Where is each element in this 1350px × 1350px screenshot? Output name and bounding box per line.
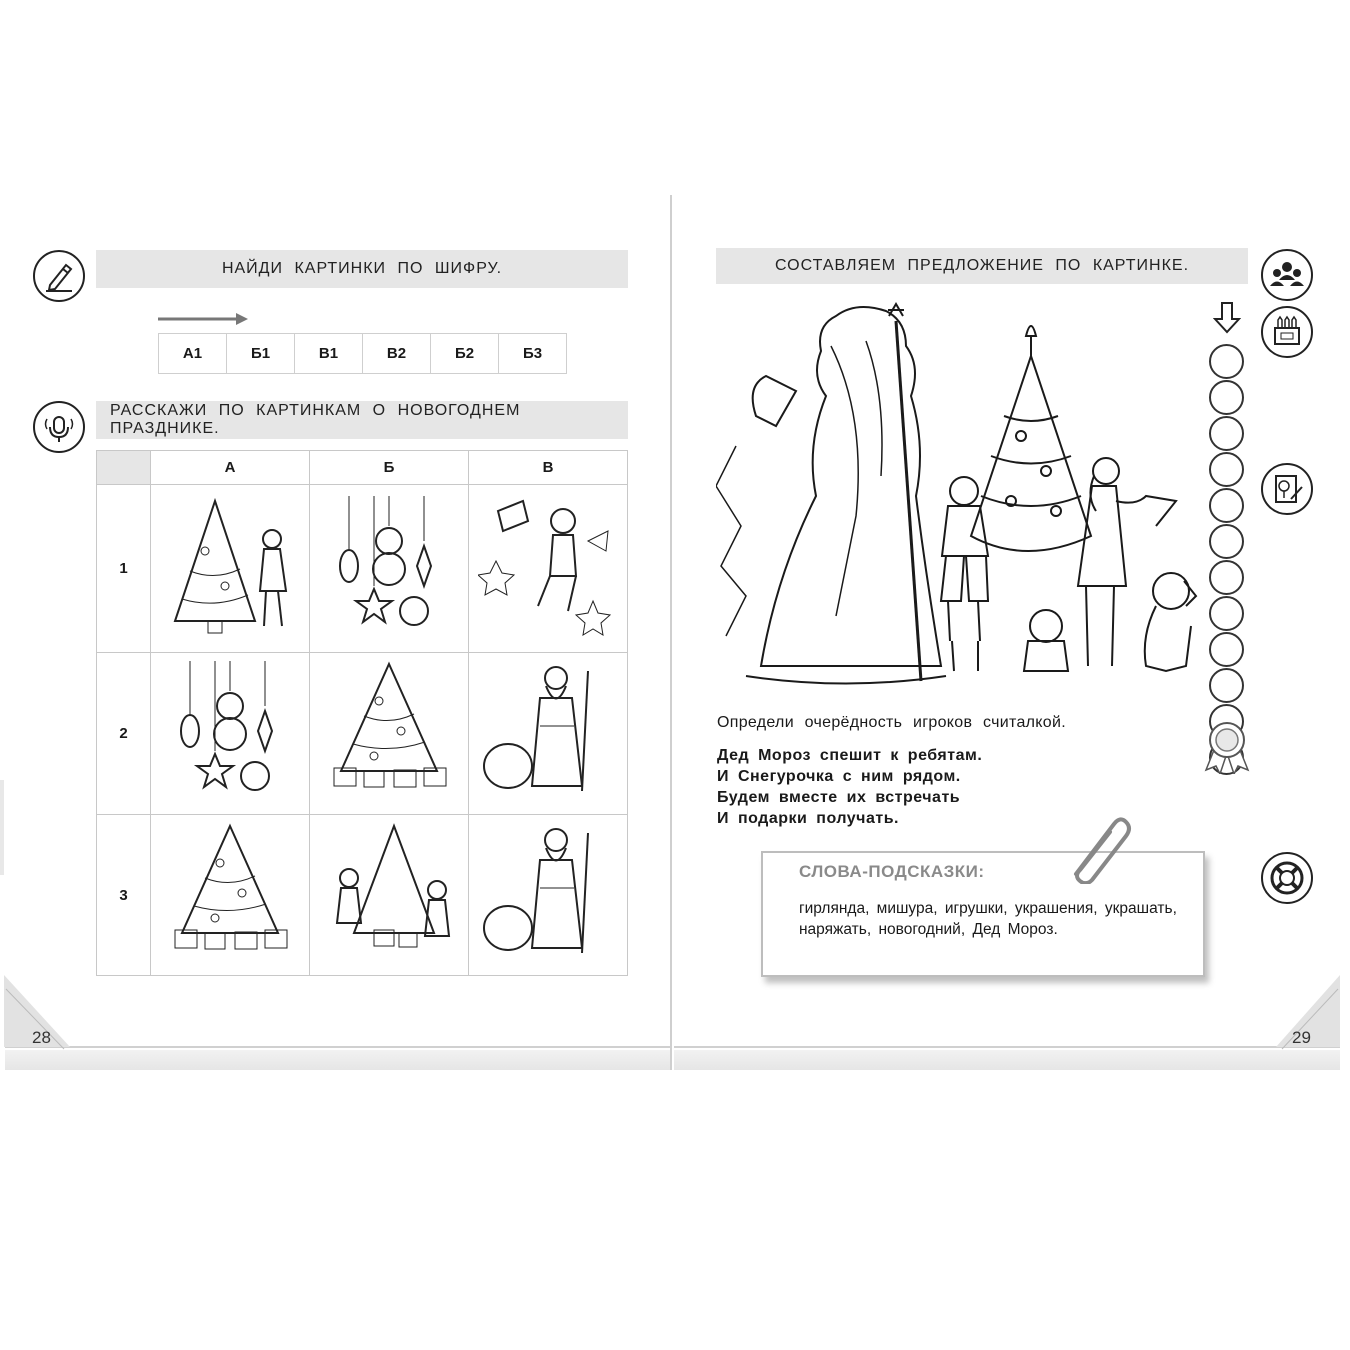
tree-with-gifts-picture (310, 653, 469, 815)
hanging-ornaments-picture (151, 653, 310, 815)
grid-corner-cell (97, 451, 151, 485)
task3-title: СОСТАВЛЯЕМ ПРЕДЛОЖЕНИЕ ПО КАРТИНКЕ. (716, 248, 1248, 284)
grid-column-header: В (469, 451, 628, 485)
track-circle (1209, 632, 1244, 667)
track-circle (1209, 596, 1244, 631)
crayons-icon (1261, 306, 1313, 358)
rhyme-line: Дед Мороз спешит к ребятам. (717, 747, 983, 764)
rhyme-line: Будем вместе их встречать (717, 789, 961, 806)
task1-title: НАЙДИ КАРТИНКИ ПО ШИФРУ. (96, 250, 628, 288)
girl-decorating-tree-picture (151, 485, 310, 653)
arrow-right-icon (158, 312, 250, 326)
code-cell: Б1 (227, 334, 295, 373)
track-circle (1209, 524, 1244, 559)
code-cell: Б3 (522, 345, 543, 362)
code-sequence (158, 333, 567, 374)
award-icon (1204, 720, 1250, 774)
rhyme-line: И подарки получать. (717, 810, 899, 827)
ded-moroz-with-sack-picture (469, 653, 628, 815)
page-number-right: 29 (1292, 1028, 1311, 1047)
track-circle (1209, 344, 1244, 379)
grid-row-label: 1 (97, 485, 151, 653)
rhyme-line: И Снегурочка с ним рядом. (717, 768, 961, 785)
left-bottom-rule (5, 1046, 670, 1048)
right-bottom-band (674, 1050, 1340, 1070)
book-spine (670, 195, 672, 1070)
drawing-icon (1261, 463, 1313, 515)
right-bottom-rule (674, 1046, 1340, 1048)
code-cell: В1 (295, 334, 363, 373)
grid-row-label: 2 (97, 653, 151, 815)
hint-title: СЛОВА-ПОДСКАЗКИ: (799, 862, 985, 881)
paperclip-icon (1066, 812, 1132, 884)
page-number-left: 28 (32, 1028, 51, 1047)
new-year-scene-illustration (716, 296, 1201, 691)
code-cell: В2 (363, 334, 431, 373)
grid-row-label: 3 (97, 815, 151, 976)
code-cell: А1 (159, 334, 227, 373)
left-page-corner (4, 975, 74, 1071)
hanging-ornaments-picture (310, 485, 469, 653)
microphone-icon (33, 401, 85, 453)
hint-words: гирлянда, мишура, игрушки, украшения, украшать, наряжать, новогодний, Дед Мороз. (799, 900, 1177, 938)
lifebuoy-icon (1261, 852, 1313, 904)
track-circle (1209, 668, 1244, 703)
task2-title: РАССКАЖИ ПО КАРТИНКАМ О НОВОГОДНЕМ ПРАЗДНИКЕ. (96, 401, 628, 439)
track-circle (1209, 380, 1244, 415)
code-cell: Б2 (431, 334, 499, 373)
left-edge-mark (0, 780, 4, 875)
left-bottom-band (5, 1050, 670, 1070)
grid-column-header: А (151, 451, 310, 485)
pencil-icon (33, 250, 85, 302)
track-circle (1209, 488, 1244, 523)
progress-track (1209, 343, 1244, 775)
group-icon (1261, 249, 1313, 301)
counting-rhyme (717, 745, 982, 829)
track-circle (1209, 560, 1244, 595)
ded-moroz-with-sack-picture (469, 815, 628, 976)
track-circle (1209, 452, 1244, 487)
tree-with-gifts-picture (151, 815, 310, 976)
picture-grid (96, 450, 628, 976)
boy-with-garland-picture (469, 485, 628, 653)
hint-box (761, 851, 1205, 977)
grid-column-header: Б (310, 451, 469, 485)
arrow-down-icon (1213, 302, 1241, 334)
track-circle (1209, 416, 1244, 451)
instruction-text: Определи очерёдность игроков считалкой. (717, 714, 1066, 731)
right-page-corner (1276, 975, 1346, 1071)
children-around-tree-picture (310, 815, 469, 976)
